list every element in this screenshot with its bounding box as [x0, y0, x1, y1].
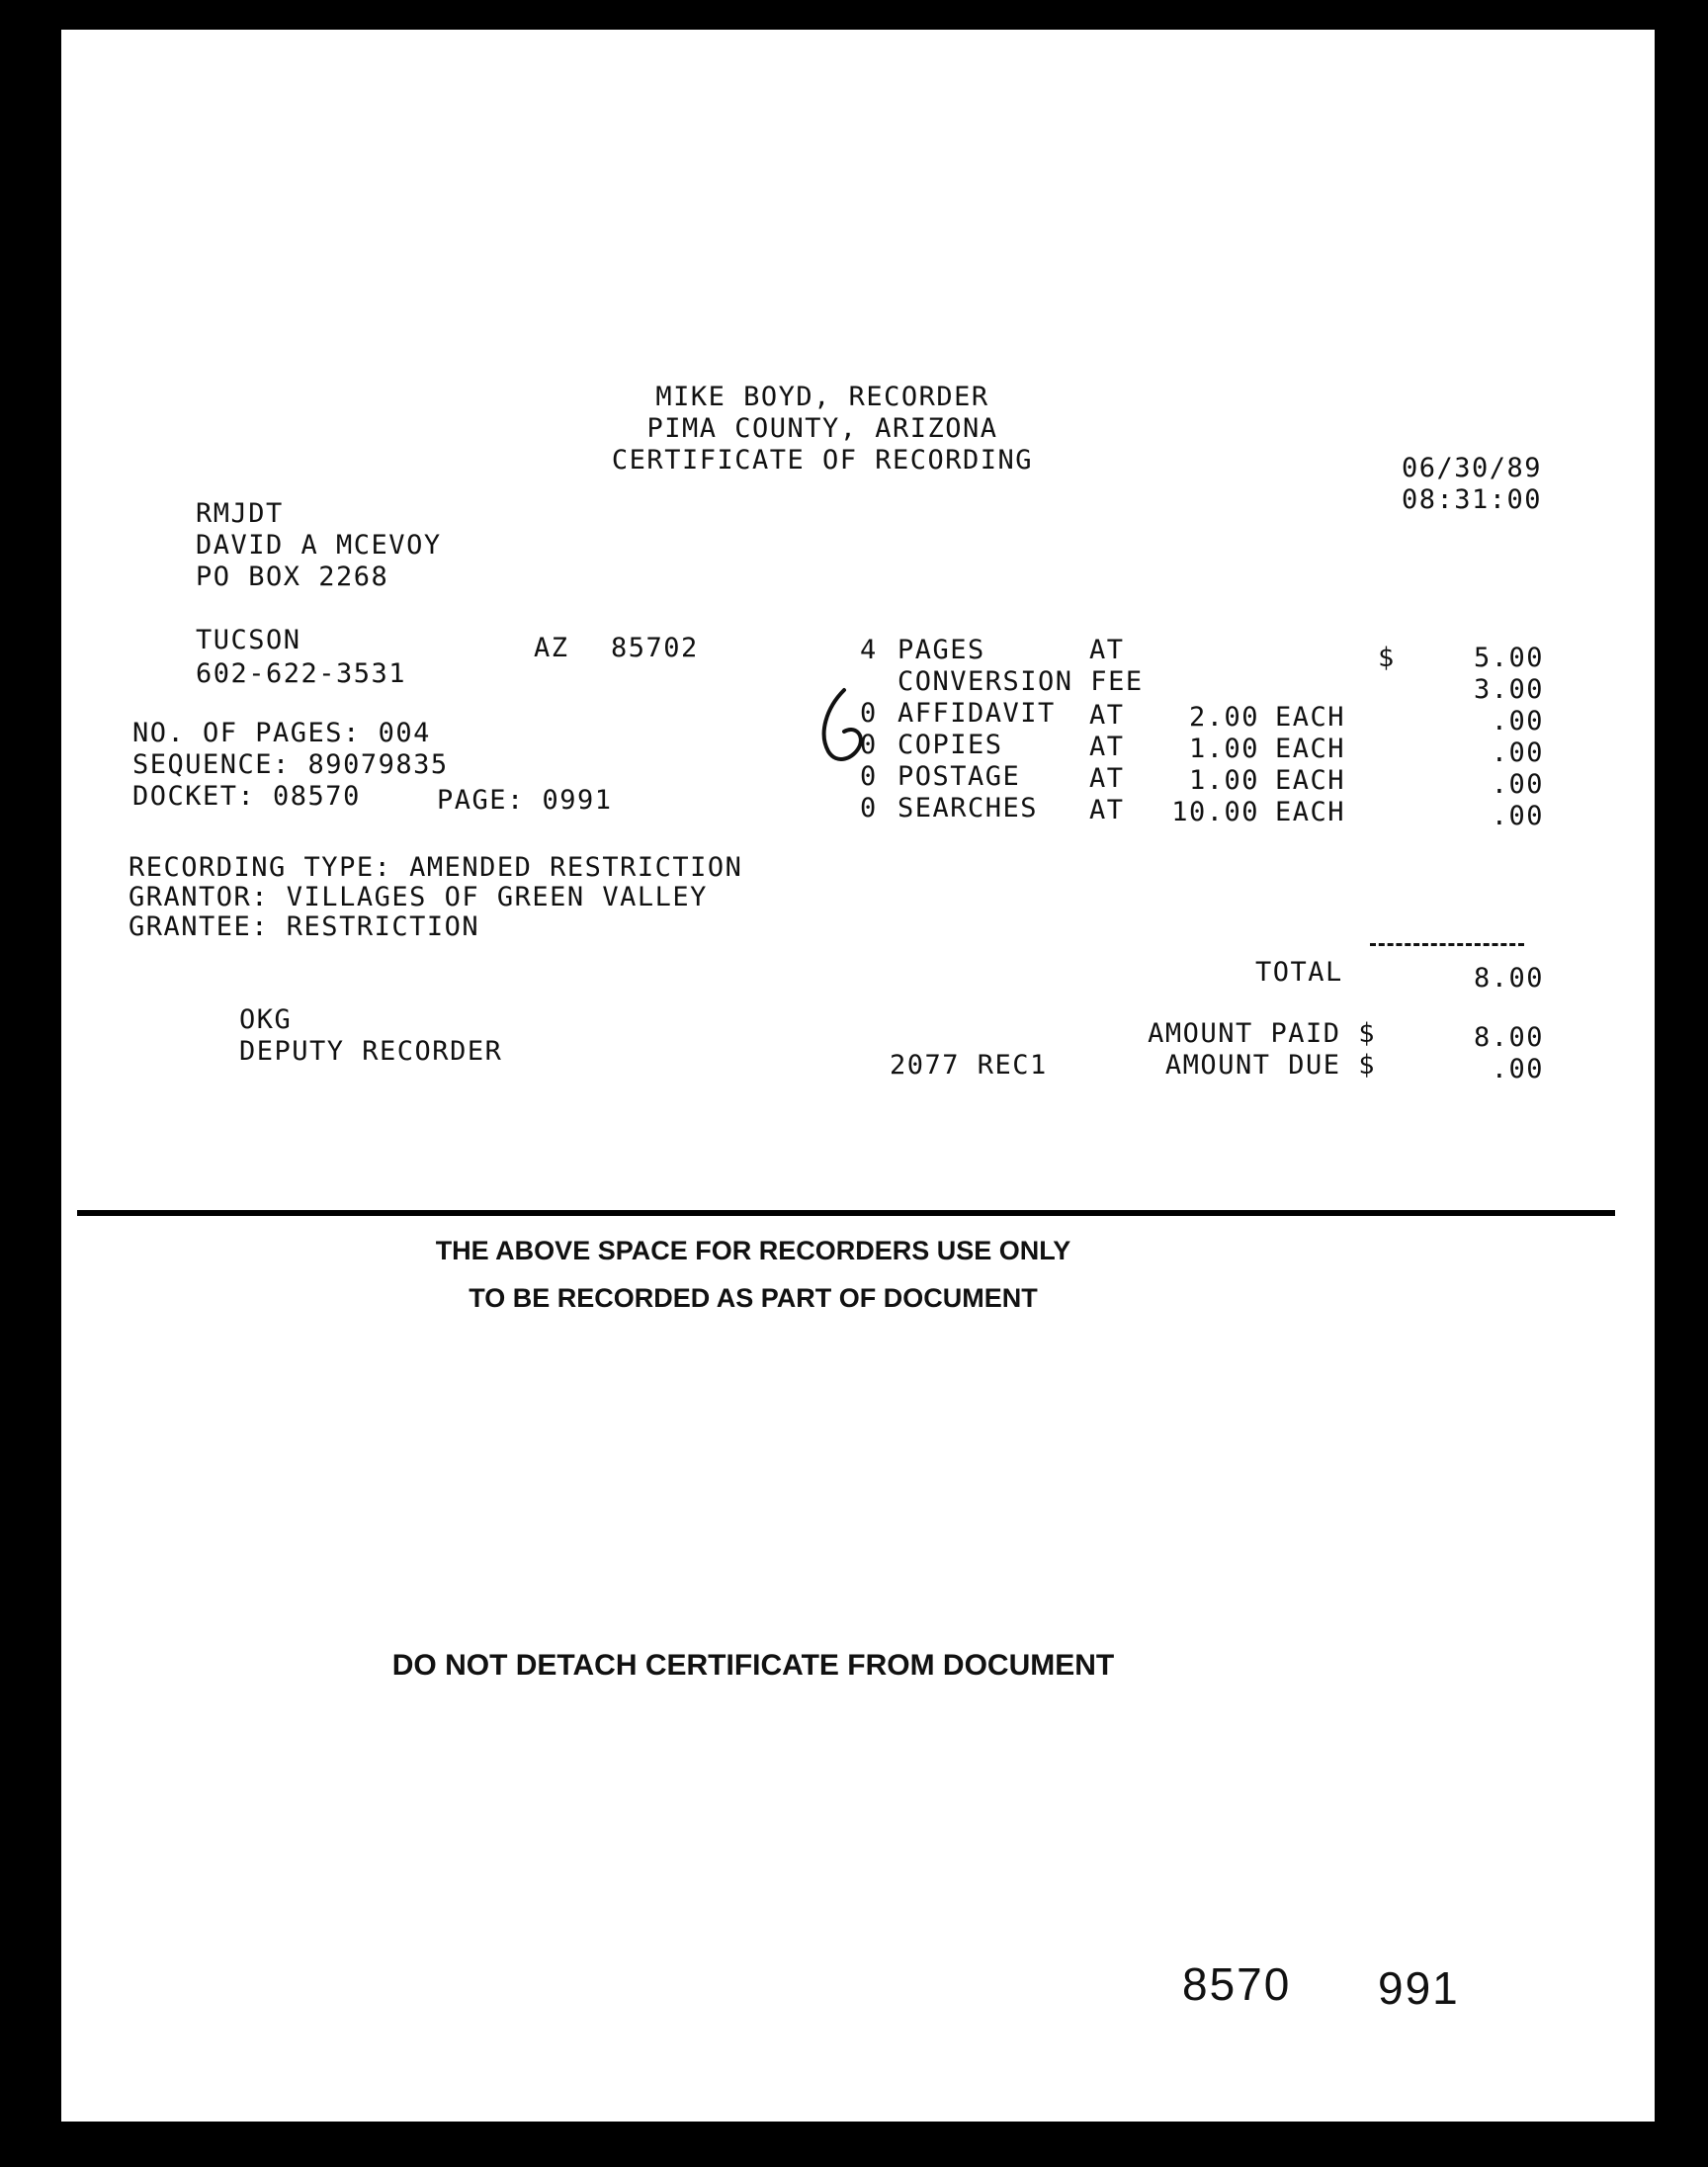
fee-item: SEARCHES — [897, 793, 1039, 823]
addressee-phone: 602-622-3531 — [196, 658, 407, 689]
grantor: GRANTOR: VILLAGES OF GREEN VALLEY — [128, 882, 708, 912]
docket-number: DOCKET: 08570 — [132, 781, 361, 812]
record-time: 08:31:00 — [1402, 484, 1543, 515]
stamp-docket-number: 8570 — [1182, 1958, 1292, 2010]
fee-rate: 2.00 — [1188, 702, 1259, 733]
fee-qty: 0 — [860, 698, 878, 729]
addressee-po-box: PO BOX 2268 — [196, 562, 389, 592]
addressee-city: TUCSON — [196, 625, 301, 655]
receipt-number: 2077 REC1 — [890, 1050, 1048, 1081]
fee-at: AT — [1089, 635, 1125, 665]
fee-each: EACH — [1275, 765, 1346, 796]
fee-at: AT — [1089, 763, 1125, 794]
handwritten-check-mark — [814, 686, 874, 775]
fee-amount: .00 — [1491, 801, 1544, 831]
section-divider — [77, 1210, 1615, 1216]
deputy-title: DEPUTY RECORDER — [239, 1036, 503, 1067]
fee-amount: .00 — [1491, 769, 1544, 800]
fee-rate: 10.00 — [1171, 797, 1259, 827]
record-date: 06/30/89 — [1402, 453, 1543, 483]
addressee-zip: 85702 — [611, 633, 699, 663]
fee-qty: 4 — [860, 635, 878, 665]
fee-each: EACH — [1275, 702, 1346, 733]
fee-qty: 0 — [860, 761, 878, 792]
addressee-code: RMJDT — [196, 498, 284, 529]
fee-item: PAGES — [897, 635, 985, 665]
fee-at: AT — [1089, 795, 1125, 825]
fee-item: CONVERSION FEE — [897, 666, 1144, 697]
county-name: PIMA COUNTY, ARIZONA — [646, 413, 998, 444]
total-divider — [1370, 943, 1524, 946]
fee-rate: 1.00 — [1188, 734, 1259, 764]
stamp-page-number: 991 — [1378, 1962, 1460, 2014]
fee-qty: 0 — [860, 793, 878, 823]
total-label: TOTAL — [1255, 957, 1343, 988]
fee-each: EACH — [1275, 734, 1346, 764]
fee-dollar-sign: $ — [1378, 643, 1396, 673]
no-of-pages: NO. OF PAGES: 004 — [132, 718, 431, 748]
addressee-state: AZ — [534, 633, 569, 663]
fee-each: EACH — [1275, 797, 1346, 827]
amount-due: .00 — [1491, 1054, 1544, 1084]
fee-at: AT — [1089, 700, 1125, 731]
do-not-detach-warning: DO NOT DETACH CERTIFICATE FROM DOCUMENT — [391, 1649, 1115, 1682]
fee-amount: 5.00 — [1473, 643, 1544, 673]
sequence-number: SEQUENCE: 89079835 — [132, 749, 449, 780]
amount-due-label: AMOUNT DUE $ — [1164, 1050, 1376, 1081]
page-number: PAGE: 0991 — [437, 785, 613, 816]
certificate-title: CERTIFICATE OF RECORDING — [611, 445, 1034, 476]
amount-paid-label: AMOUNT PAID $ — [1148, 1018, 1376, 1049]
addressee-name: DAVID A MCEVOY — [196, 530, 442, 561]
fee-rate: 1.00 — [1188, 765, 1259, 796]
certificate-page — [61, 30, 1655, 2122]
fee-item: COPIES — [897, 730, 1003, 760]
amount-paid: 8.00 — [1473, 1022, 1544, 1053]
fee-item: AFFIDAVIT — [897, 698, 1056, 729]
recorders-use-note: THE ABOVE SPACE FOR RECORDERS USE ONLY — [435, 1236, 1071, 1265]
fee-at: AT — [1089, 732, 1125, 762]
fee-amount: 3.00 — [1473, 674, 1544, 705]
fee-amount: .00 — [1491, 737, 1544, 768]
fee-amount: .00 — [1491, 706, 1544, 737]
deputy-initials: OKG — [239, 1004, 293, 1035]
recorded-part-note: TO BE RECORDED AS PART OF DOCUMENT — [469, 1283, 1038, 1313]
total-amount: 8.00 — [1473, 963, 1544, 994]
fee-qty: 0 — [860, 730, 878, 760]
recorder-name: MIKE BOYD, RECORDER — [655, 382, 989, 412]
grantee: GRANTEE: RESTRICTION — [128, 911, 480, 942]
fee-item: POSTAGE — [897, 761, 1021, 792]
recording-type: RECORDING TYPE: AMENDED RESTRICTION — [128, 852, 743, 883]
